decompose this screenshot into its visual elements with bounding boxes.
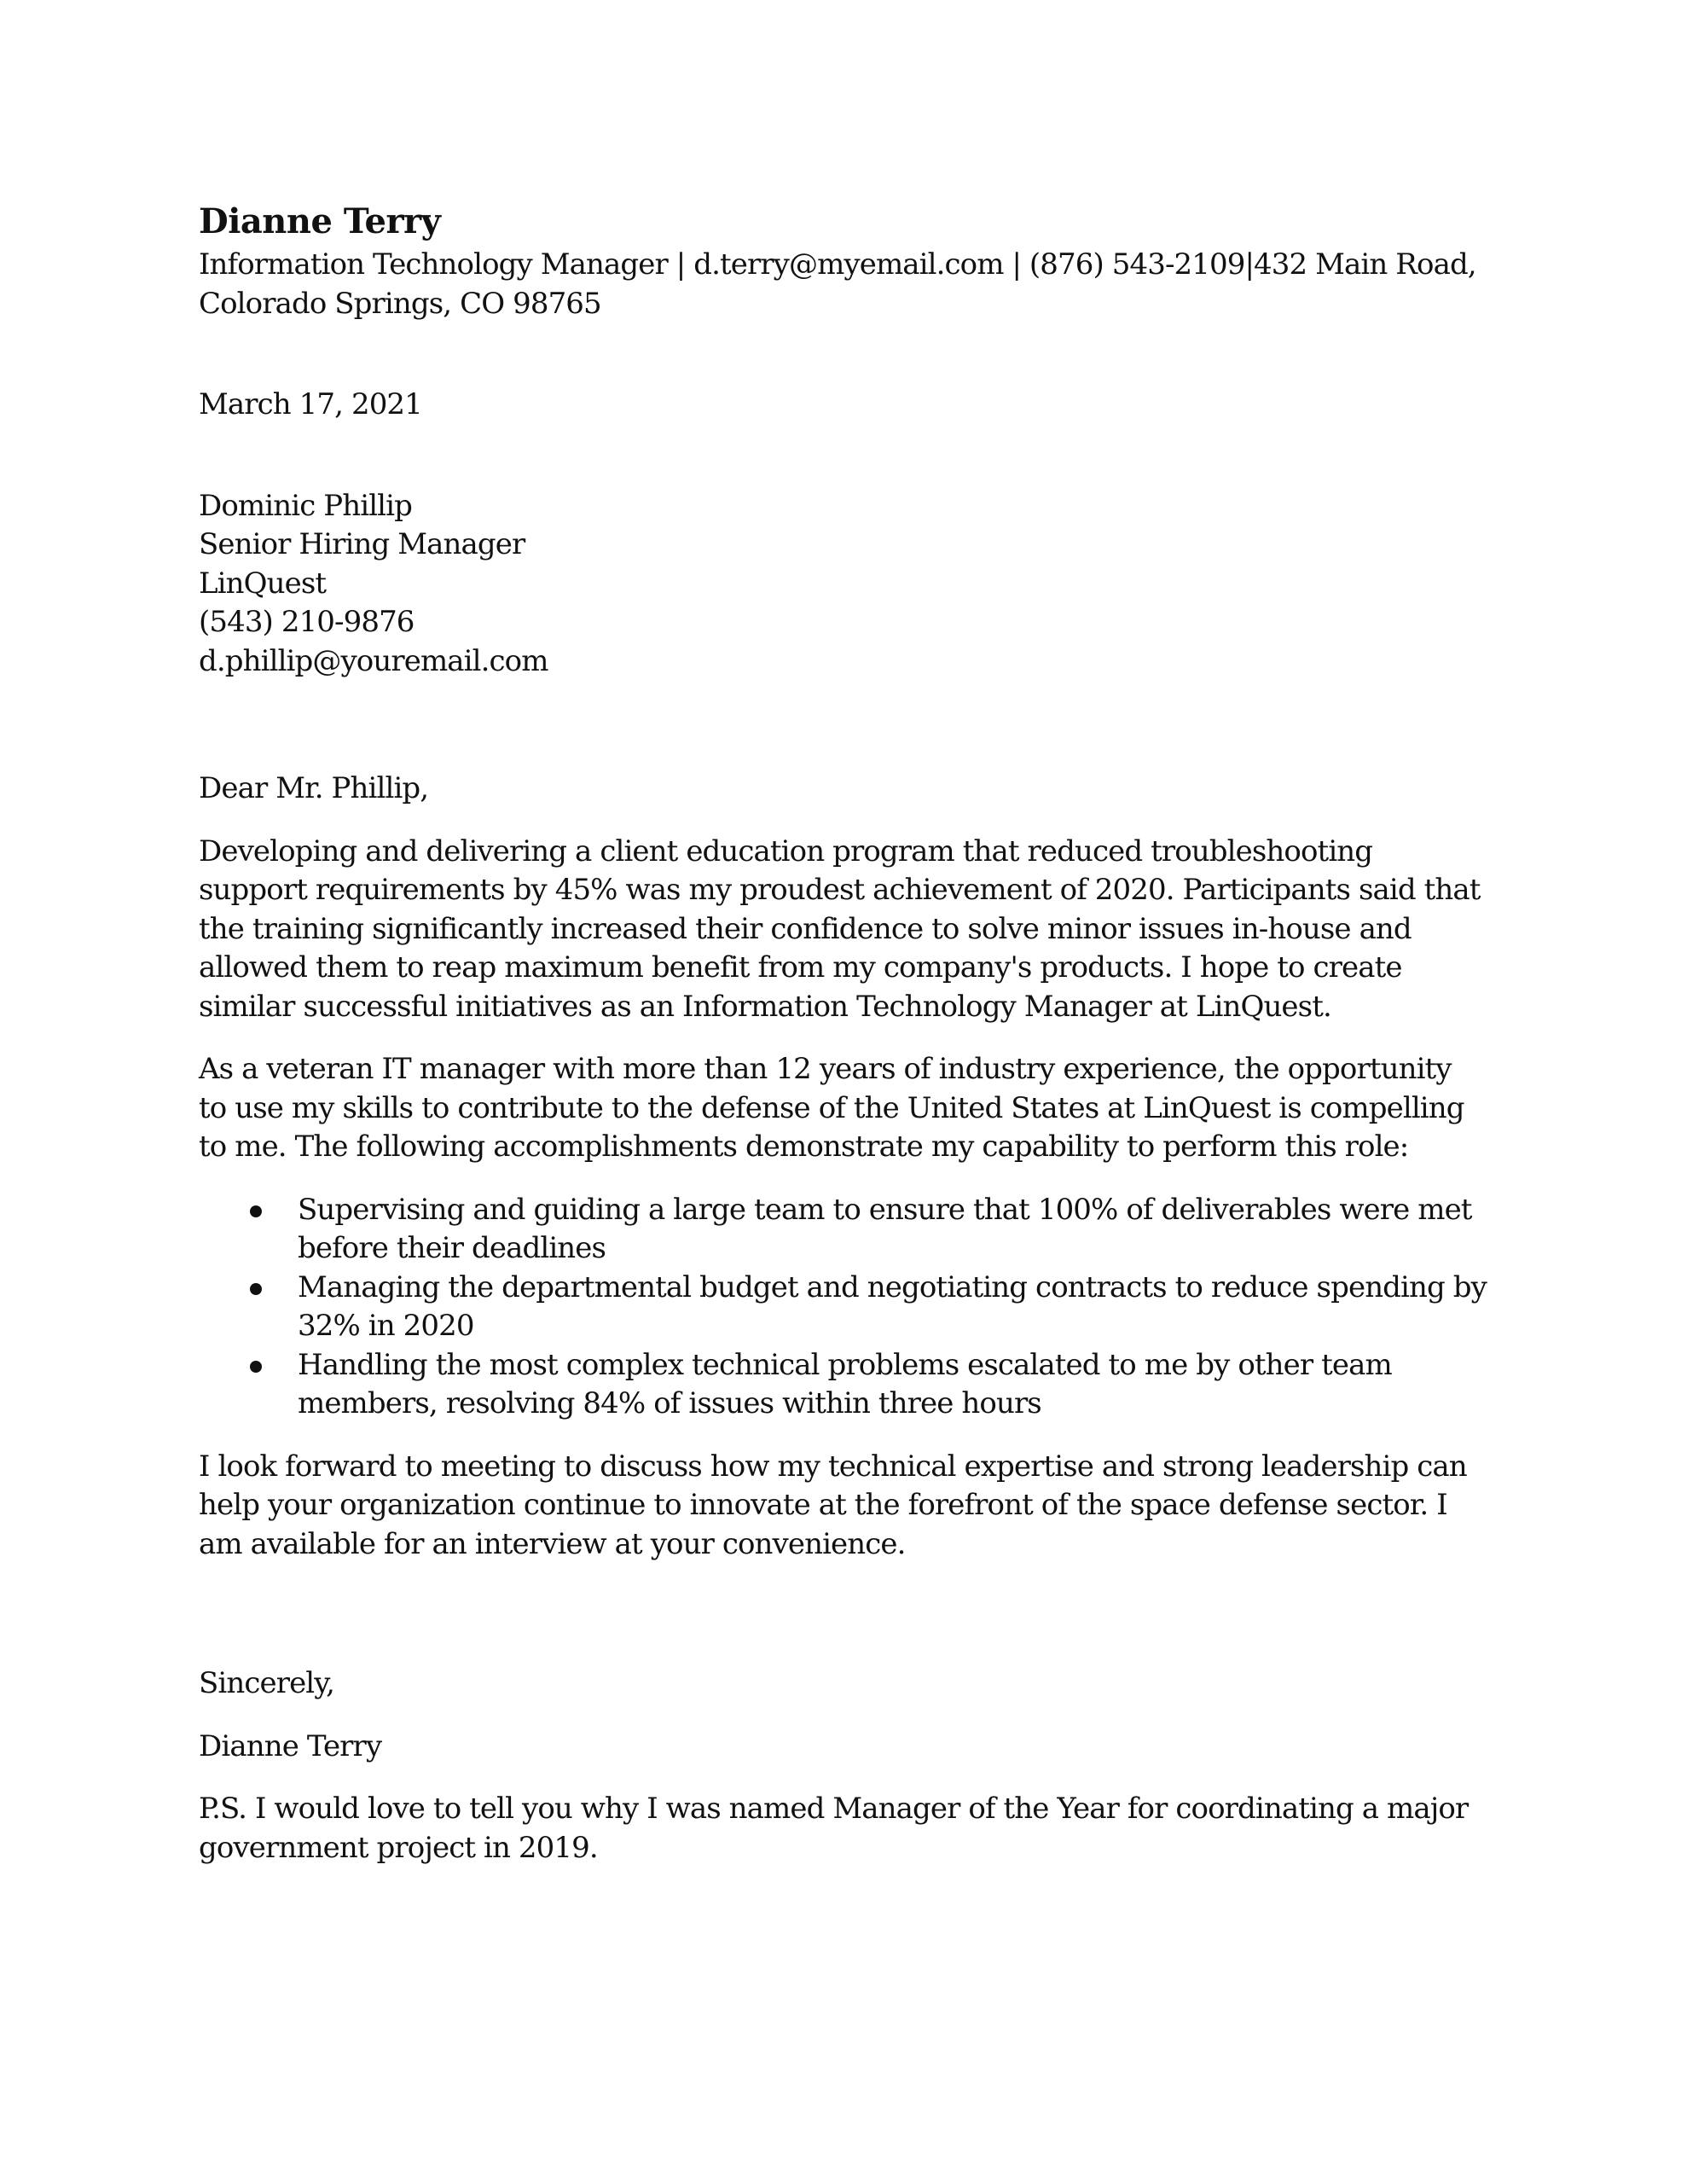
sender-address-line: Colorado Springs, CO 98765 (199, 286, 601, 321)
recipient-company: LinQuest (199, 566, 327, 601)
closing-paragraph (199, 1448, 1495, 1565)
paragraph-line: Developing and delivering a client education program that reduced troubleshooting (199, 834, 1373, 868)
sender-name: Dianne Terry (199, 201, 441, 241)
signature-name: Dianne Terry (199, 1728, 382, 1763)
body-paragraph-2 (199, 1050, 1495, 1167)
paragraph-line: government project in 2019. (199, 1830, 598, 1865)
postscript (199, 1790, 1495, 1867)
letter-date: March 17, 2021 (199, 387, 422, 421)
list-item-line: Managing the departmental budget and negotiating contracts to reduce spending by (298, 1269, 1487, 1304)
paragraph-line: help your organization continue to innovate at the forefront of the space defense sector. I (199, 1488, 1447, 1522)
bullet-icon (250, 1361, 262, 1373)
paragraph-line: the training significantly increased their confidence to solve minor issues in-house and (199, 911, 1412, 946)
recipient-email: d.phillip@youremail.com (199, 643, 548, 678)
list-item-line: Supervising and guiding a large team to ensure that 100% of deliverables were met (298, 1192, 1472, 1227)
paragraph-line: to me. The following accomplishments demonstrate my capability to perform this role: (199, 1130, 1409, 1164)
recipient-block (199, 487, 1495, 682)
list-item-line: before their deadlines (298, 1231, 606, 1265)
paragraph-line: As a veteran IT manager with more than 12 years of industry experience, the opportunity (199, 1052, 1452, 1086)
sender-contact-line: Information Technology Manager | d.terry@myemail.com | (876) 543-2109|432 Main Road, (199, 247, 1476, 282)
paragraph-line: I look forward to meeting to discuss how my technical expertise and strong leadership can (199, 1449, 1467, 1484)
sign-off: Sincerely, (199, 1666, 334, 1700)
list-item (199, 1346, 1495, 1424)
paragraph-line: support requirements by 45% was my proudest achievement of 2020. Participants said that (199, 873, 1481, 907)
list-item-line: members, resolving 84% of issues within three hours (298, 1386, 1041, 1420)
salutation: Dear Mr. Phillip, (199, 771, 429, 805)
recipient-name: Dominic Phillip (199, 488, 413, 523)
paragraph-line: similar successful initiatives as an Information Technology Manager at LinQuest. (199, 989, 1331, 1024)
bullet-icon (250, 1283, 262, 1295)
paragraph-line: allowed them to reap maximum benefit from my company's products. I hope to create (199, 950, 1402, 985)
paragraph-line: to use my skills to contribute to the defense of the United States at LinQuest is compelling (199, 1090, 1464, 1125)
recipient-phone: (543) 210-9876 (199, 605, 415, 639)
list-item (199, 1191, 1495, 1269)
accomplishments-list (199, 1191, 1495, 1424)
bullet-icon (250, 1205, 262, 1217)
cover-letter-page (199, 198, 1495, 1867)
list-item-line: Handling the most complex technical problems escalated to me by other team (298, 1347, 1392, 1382)
body-paragraph-1 (199, 833, 1495, 1027)
recipient-title: Senior Hiring Manager (199, 527, 525, 561)
list-item (199, 1269, 1495, 1346)
list-item-line: 32% in 2020 (298, 1309, 474, 1343)
letter-header (199, 198, 1495, 323)
paragraph-line: P.S. I would love to tell you why I was named Manager of the Year for coordinating a major (199, 1792, 1469, 1826)
paragraph-line: am available for an interview at your convenience. (199, 1526, 906, 1561)
